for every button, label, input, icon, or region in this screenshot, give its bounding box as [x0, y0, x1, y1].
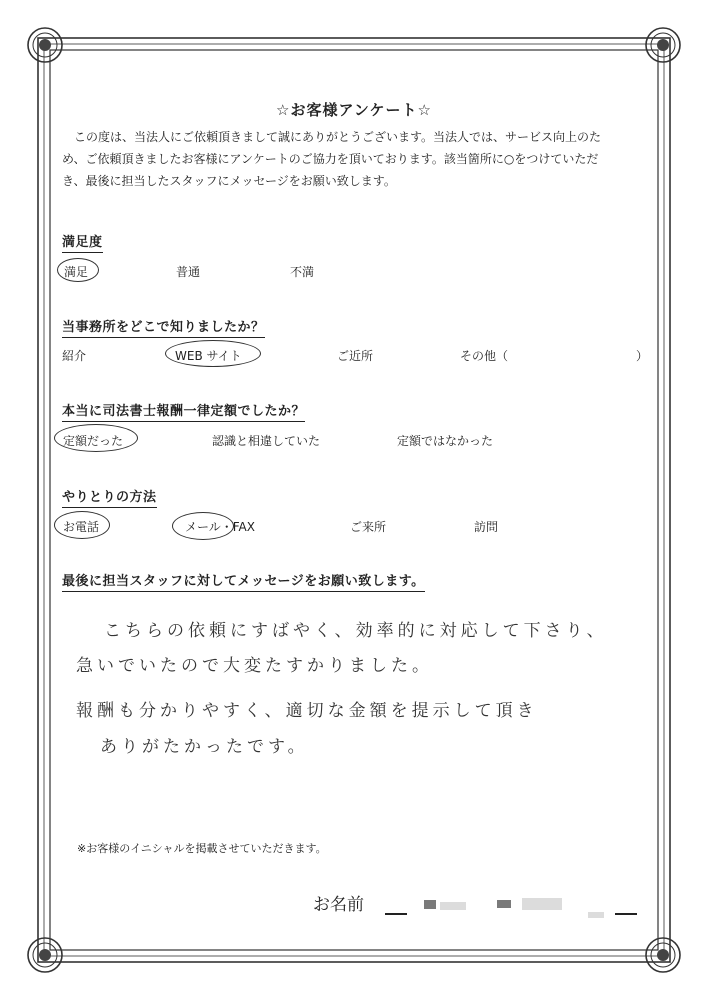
question-heading-flat-fee: 本当に司法書士報酬一律定額でしたか？: [62, 400, 305, 422]
option-email-fax[interactable]: メール・FAX: [185, 520, 255, 534]
intro-line: き、最後に担当したスタッフにメッセージをお願い致します。: [62, 174, 396, 188]
option-other-close: ）: [636, 349, 649, 363]
option-satisfied[interactable]: 満足: [64, 265, 89, 279]
option-website[interactable]: WEB サイト: [175, 349, 242, 363]
option-home-visit[interactable]: 訪問: [474, 520, 499, 534]
intro-line: め、ご依頼頂きましたお客様にアンケートのご協力を頂いております。該当箇所に○をつけていただ: [62, 152, 599, 166]
option-phone[interactable]: お電話: [63, 520, 100, 534]
intro-line: この度は、当法人にご依頼頂きまして誠にありがとうございます。当法人では、サービス向上のた: [74, 130, 602, 144]
option-flat-fee-differed[interactable]: 認識と相違していた: [212, 434, 321, 448]
redacted-name: [424, 900, 436, 909]
handwritten-line: 急いでいたので大変たすかりました。: [76, 656, 433, 676]
redacted-name: [522, 898, 562, 910]
option-visit-office[interactable]: ご来所: [350, 520, 387, 534]
page-title: ☆お客様アンケート☆: [276, 101, 432, 119]
name-underline: [385, 913, 407, 915]
option-flat-fee-no[interactable]: 定額ではなかった: [397, 434, 494, 448]
option-flat-fee-yes[interactable]: 定額だった: [63, 434, 124, 448]
redacted-name: [440, 902, 466, 910]
footnote: ※お客様のイニシャルを掲載させていただきます。: [77, 842, 327, 855]
option-referral[interactable]: 紹介: [62, 349, 87, 363]
handwritten-line: 報酬も分かりやすく、適切な金額を提示して頂き: [76, 701, 538, 721]
option-neighborhood[interactable]: ご近所: [337, 349, 374, 363]
redacted-name: [588, 912, 604, 918]
handwritten-line: こちらの依頼にすばやく、効率的に対応して下さり、: [104, 621, 608, 641]
name-label: お名前: [313, 895, 364, 915]
handwritten-line: ありがたかったです。: [100, 737, 309, 757]
option-dissatisfied[interactable]: 不満: [290, 265, 315, 279]
question-heading-contact: やりとりの方法: [62, 486, 157, 508]
message-heading: 最後に担当スタッフに対してメッセージをお願い致します。: [62, 570, 425, 592]
option-other[interactable]: その他（: [460, 349, 509, 363]
redacted-name: [497, 900, 511, 908]
question-heading-satisfaction: 満足度: [62, 231, 103, 253]
option-normal[interactable]: 普通: [176, 265, 201, 279]
name-underline: [615, 913, 637, 915]
question-heading-source: 当事務所をどこで知りましたか？: [62, 316, 265, 338]
